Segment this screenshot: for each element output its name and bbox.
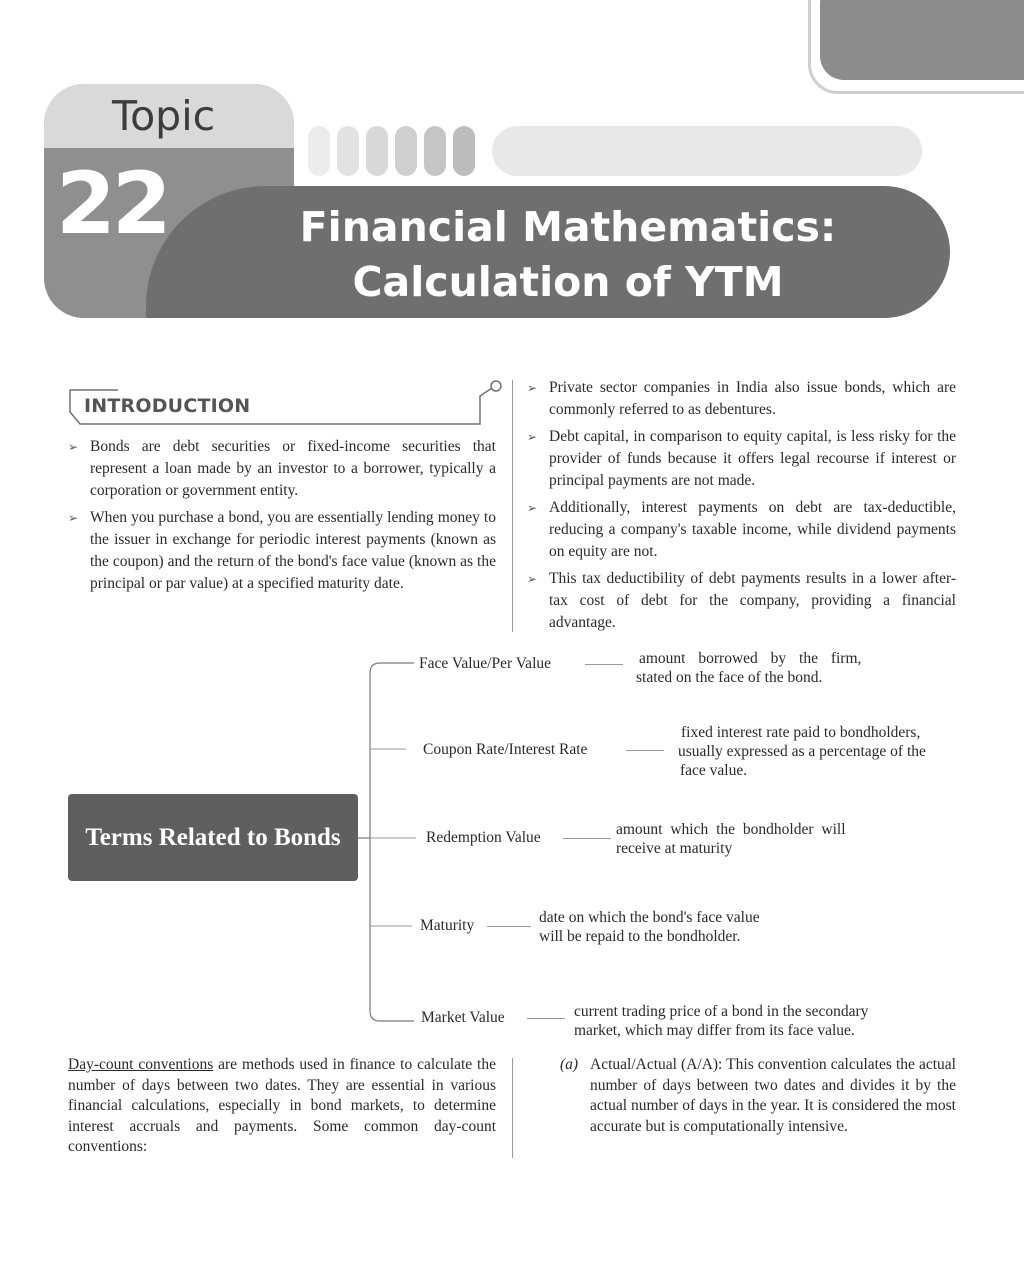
list-item: ➢ This tax deductibility of debt payments results in a lower after-tax cost of debt for the company, providing a financial advantage. (527, 570, 956, 631)
daycount-paragraph (68, 1055, 496, 1158)
decor-pill (453, 126, 475, 176)
list-item: ➢ Debt capital, in comparison to equity capital, is less risky for the provider of funds because it offers legal recourse if interest or principal payments are not made. (527, 428, 956, 489)
list-item: ➢ Private sector companies in India also issue bonds, which are commonly referred to as debentures. (527, 379, 956, 418)
decor-pill (366, 126, 388, 176)
term-label-coupon-rate: Coupon Rate/Interest Rate (423, 741, 588, 758)
term-connector (626, 750, 664, 751)
term-desc-maturity: date on which the bond's face value will be repaid to the bondholder. (539, 909, 760, 945)
arrow-bullet-icon: ➢ (68, 440, 79, 454)
term-desc-market-value: current trading price of a bond in the secondary market, which may differ from its face value. (574, 1003, 869, 1039)
decor-pill (308, 126, 330, 176)
arrow-bullet-icon: ➢ (527, 572, 538, 586)
term-label-market-value: Market Value (421, 1009, 505, 1026)
daycount-text: are methods used in finance to calculate the number of days between two dates. They are essential in various financial calculations, especially in bond markets, to determine interest accruals and payments. Some common day-count conventions: (68, 1056, 496, 1155)
column-divider (512, 1058, 513, 1158)
arrow-bullet-icon: ➢ (527, 381, 538, 395)
term-desc-redemption-value: amount which the bondholder will receive at maturity (616, 821, 846, 857)
decor-pill (424, 126, 446, 176)
page-title (200, 200, 936, 310)
term-desc-coupon-rate: fixed interest rate paid to bondholders, usually expressed as a percentage of the face value. (678, 724, 926, 779)
arrow-bullet-icon: ➢ (527, 501, 538, 515)
arrow-bullet-icon: ➢ (527, 430, 538, 444)
daycount-term: Day-count conventions (68, 1056, 214, 1073)
term-connector (585, 664, 623, 665)
intro-heading: INTRODUCTION (84, 395, 251, 417)
term-label-maturity: Maturity (420, 917, 475, 934)
term-label-face-value: Face Value/Per Value (419, 655, 551, 672)
decor-bar (492, 126, 922, 176)
arrow-bullet-icon: ➢ (68, 511, 79, 525)
list-item: ➢ Bonds are debt securities or fixed-income securities that represent a loan made by an investor to a borrower, typically a corporation or government entity. (68, 438, 496, 499)
term-label-redemption-value: Redemption Value (426, 829, 541, 846)
intro-right-column (527, 377, 956, 639)
corner-tab (820, 0, 1024, 80)
title-line-1: Financial Mathematics: (299, 203, 837, 251)
column-divider (512, 380, 513, 632)
topic-label: Topic (112, 92, 216, 140)
decor-pill (337, 126, 359, 176)
item-marker: (a) (560, 1056, 579, 1073)
list-item: ➢ When you purchase a bond, you are essentially lending money to the issuer in exchange for periodic interest payments (known as the coupon) and the return of the bond's face value (known as the principal or par value) at a specified maturity date. (68, 509, 496, 592)
decor-pill (395, 126, 417, 176)
term-desc-face-value: amount borrowed by the firm, stated on the face of the bond. (636, 650, 862, 686)
terms-root-box: Terms Related to Bonds (68, 794, 358, 881)
topic-number: 22 (56, 154, 168, 254)
intro-left-column (68, 436, 496, 600)
term-connector (563, 838, 611, 839)
title-line-2: Calculation of YTM (352, 258, 784, 306)
item-text: Actual/Actual (A/A): This convention calculates the actual number of days between two dates and divides it by the actual number of days in the year. It is considered the most accurate but is computationally intensive. (590, 1056, 956, 1135)
daycount-item-a (560, 1055, 956, 1137)
list-item: ➢ Additionally, interest payments on debt are tax-deductible, reducing a company's taxable income, while dividend payments on equity are not. (527, 499, 956, 560)
term-connector (527, 1018, 565, 1019)
term-connector (487, 926, 531, 927)
